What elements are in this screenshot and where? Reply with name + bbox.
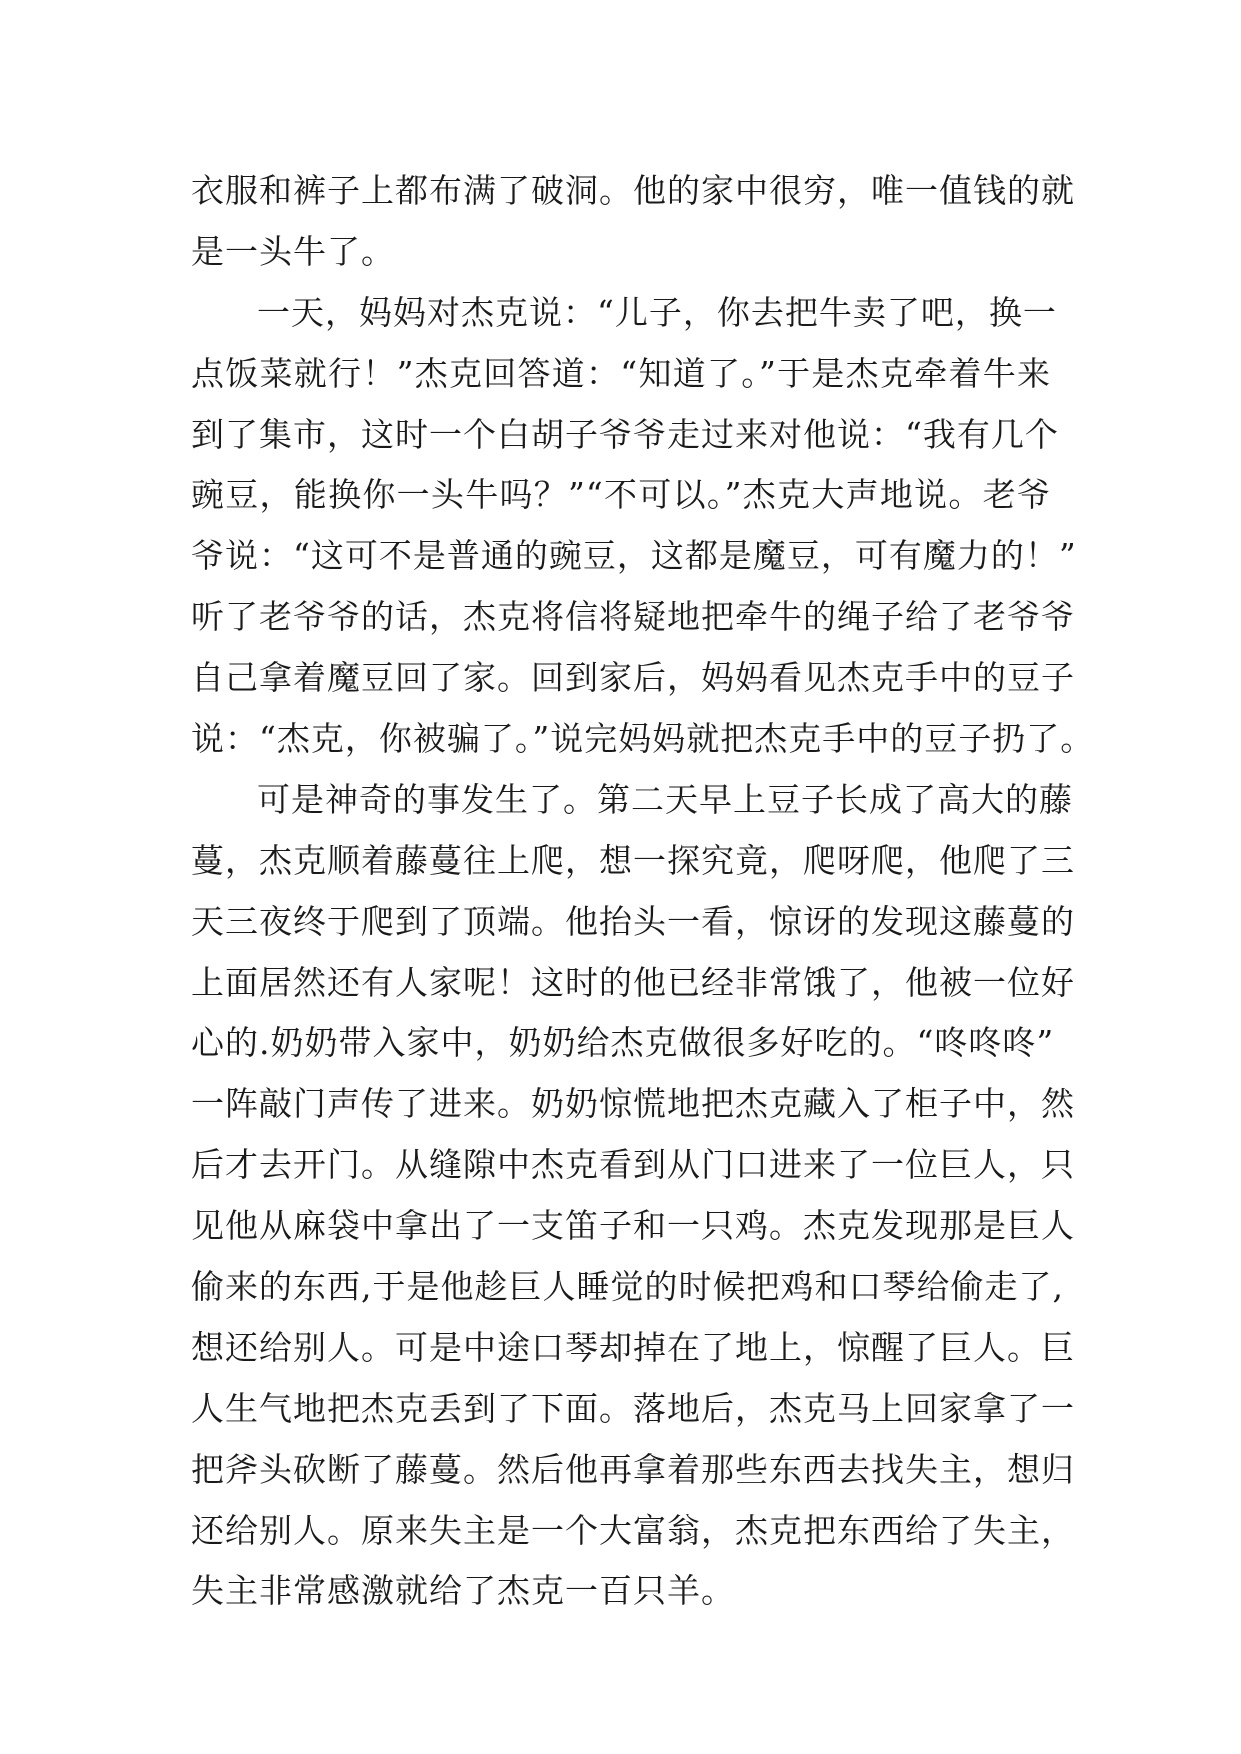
- text-line: 后才去开门。从缝隙中杰克看到从门口进来了一位巨人，只: [191, 1145, 1075, 1185]
- text-line: 到了集市，这时一个白胡子爷爷走过来对他说：“我有几个: [191, 414, 1059, 454]
- text-line: 一阵敲门声传了进来。奶奶惊慌地把杰克藏入了柜子中，然: [191, 1084, 1075, 1124]
- paragraph-start-line: 一天，妈妈对杰克说：“儿子，你去把牛卖了吧，换一: [257, 292, 1057, 332]
- text-line: 上面居然还有人家呢！这时的他已经非常饿了，他被一位好: [191, 962, 1075, 1002]
- text-line: 爷说：“这可不是普通的豌豆，这都是魔豆，可有魔力的！”: [191, 536, 1077, 576]
- text-line: 见他从麻袋中拿出了一支笛子和一只鸡。杰克发现那是巨人: [191, 1206, 1075, 1246]
- text-line: 点饭菜就行！”杰克回答道：“知道了。”于是杰克牵着牛来: [191, 353, 1051, 393]
- text-line: 说：“杰克，你被骗了。”说完妈妈就把杰克手中的豆子扔了。: [191, 719, 1095, 759]
- text-line: 衣服和裤子上都布满了破洞。他的家中很穷，唯一值钱的就: [191, 171, 1075, 210]
- text-line: 豌豆，能换你一头牛吗？”“不可以。”杰克大声地说。老爷: [191, 475, 1051, 515]
- text-line: 人生气地把杰克丢到了下面。落地后，杰克马上回家拿了一: [191, 1388, 1075, 1428]
- text-line: 自己拿着魔豆回了家。回到家后，妈妈看见杰克手中的豆子: [191, 658, 1075, 698]
- text-line: 失主非常感激就给了杰克一百只羊。: [191, 1571, 735, 1611]
- text-line: 听了老爷爷的话，杰克将信将疑地把牵牛的绳子给了老爷爷: [191, 597, 1075, 637]
- text-line: 天三夜终于爬到了顶端。他抬头一看，惊讶的发现这藤蔓的: [191, 901, 1075, 941]
- text-line: 想还给别人。可是中途口琴却掉在了地上，惊醒了巨人。巨: [191, 1327, 1075, 1367]
- text-line: 把斧头砍断了藤蔓。然后他再拿着那些东西去找失主，想归: [191, 1449, 1075, 1489]
- text-line: 偷来的东西,于是他趁巨人睡觉的时候把鸡和口琴给偷走了,: [191, 1267, 1064, 1307]
- text-line: 蔓，杰克顺着藤蔓往上爬，想一探究竟，爬呀爬，他爬了三: [191, 840, 1075, 880]
- story-text: [191, 161, 1095, 1622]
- paragraph-start-line: 可是神奇的事发生了。第二天早上豆子长成了高大的藤: [257, 779, 1073, 819]
- text-line: 还给别人。原来失主是一个大富翁，杰克把东西给了失主，: [191, 1510, 1075, 1550]
- text-line: 心的.奶奶带入家中，奶奶给杰克做很多好吃的。“咚咚咚”: [191, 1023, 1055, 1063]
- text-line: 是一头牛了。: [191, 231, 395, 271]
